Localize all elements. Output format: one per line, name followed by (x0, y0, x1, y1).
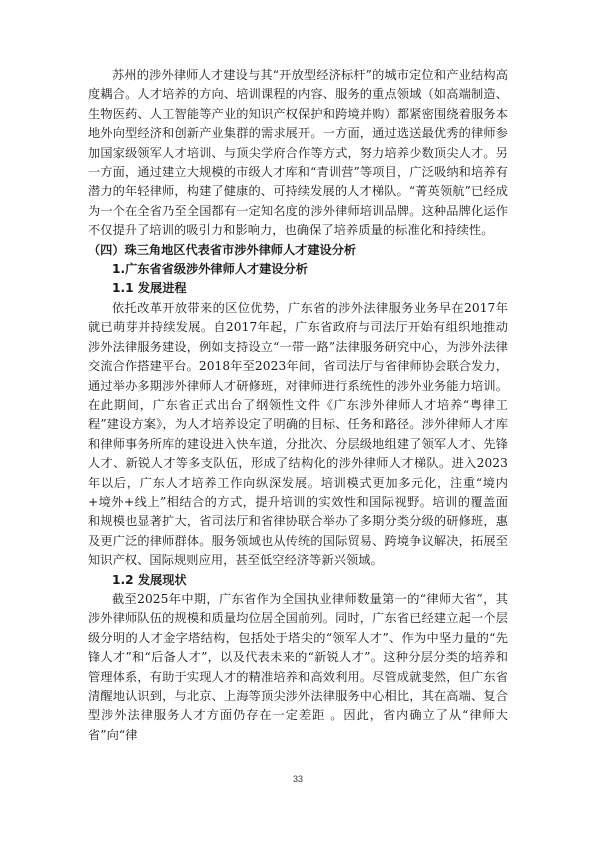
section-heading-pearl-river-delta: （四）珠三角地区代表省市涉外律师人才建设分析 (88, 242, 357, 257)
subsection-heading-guangdong: 1.广东省省级涉外律师人才建设分析 (112, 262, 308, 277)
document-body (88, 66, 508, 745)
page-number: 33 (292, 774, 303, 784)
paragraph-suzhou: 苏州的涉外律师人才建设与其“开放型经济标杆”的城市定位和产业结构高度耦合。人才培养的方向、培训课程的内容、服务的重点领域（如高端制造、生物医药、人工智能等产业的知识产权保护和跨境并购）都紧密围绕着服务本地外向型经济和创新产业集群的需求展开。一方面，通过选送最优秀的律师参加国家级领军人才培训、与顶尖学府合作等方式，努力培养少数顶尖人才。另一方面，通过建立大规模的市级人才库和“青训营”等项目，广泛吸纳和培养有潜力的年轻律师，构建了健康的、可持续发展的人才梯队。“菁英领航”已经成为一个在全省乃至全国都有一定知名度的涉外律师培训品牌。这种品牌化运作不仅提升了培训的吸引力和影响力，也确保了培养质量的标准化和持续性。 (88, 68, 508, 238)
subsection-heading-development-process: 1.1 发展进程 (112, 281, 187, 296)
paragraph-current-status: 截至2025年中期，广东省作为全国执业律师数量第一的“律师大省”，其涉外律师队伍的规模和质量均位居全国前列。同时，广东省已经建立起一个层级分明的人才金字塔结构，包括处于塔尖的“领军人才”、作为中坚力量的“先锋人才”和“后备人才”，以及代表未来的“新锐人才”。这种分层分类的培养和管理体系，有助于实现人才的精准培养和高效利用。尽管成就斐然，但广东省清醒地认识到，与北京、上海等顶尖涉外法律服务中心相比，其在高端、复合型涉外法律服务人才方面仍存在一定差距 。因此，省内确立了从“律师大省”向“律 (88, 591, 508, 742)
subsection-heading-current-status: 1.2 发展现状 (112, 572, 187, 587)
paragraph-development-process: 依托改革开放带来的区位优势，广东省的涉外法律服务业务早在2017年就已萌芽并持续发展。自2017年起，广东省政府与司法厅开始有组织地推动涉外法律服务建设，例如支持设立“一带一路”法律服务研究中心，为涉外法律交流合作搭建平台。2018年至2023年间，省司法厅与省律师协会联合发力，通过举办多期涉外律师人才研修班，对律师进行系统性的涉外业务能力培训。在此期间，广东省正式出台了纲领性文件《广东涉外律师人才培养“粤律工程”建设方案》，为人才培养设定了明确的目标、任务和路径。涉外律师人才库和律师事务所库的建设进入快车道，分批次、分层级地组建了领军人才、先锋人才、新锐人才等多支队伍，形成了结构化的涉外律师人才梯队。进入2023年以后，广东人才培养工作向纵深发展。培训模式更加多元化，注重“境内+境外+线上”相结合的方式，提升培训的实效性和国际视野。培训的覆盖面和规模也显著扩大，省司法厅和省律协联合举办了多期分类分级的研修班，惠及更广泛的律师群体。服务领域也从传统的国际贸易、跨境争议解决，拓展至知识产权、国际规则应用，甚至低空经济等新兴领域。 (88, 300, 508, 568)
